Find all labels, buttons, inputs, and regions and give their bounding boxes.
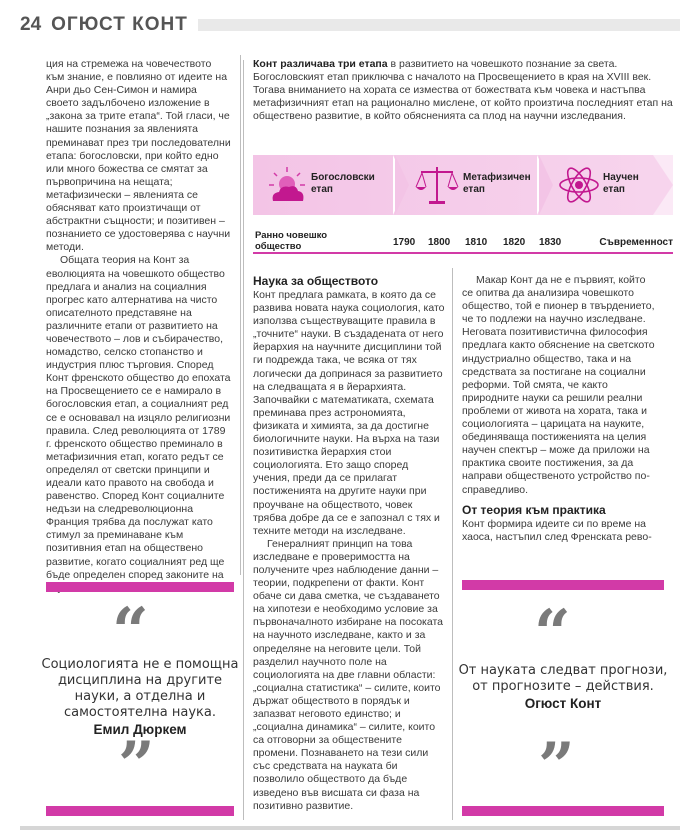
column-divider-right — [452, 268, 453, 820]
cloud-sun-icon — [265, 163, 309, 207]
intro-body: в развитието на човешкото познание за света. Богословският етап приключва с началото на Просвещението в края на XVIII век. Тогава вниманието на хората се измества от божествата към човека и настъпва метафизичният етап на рационално мислене, от който произтича последният етап на обществено развитие, в който обясненията са плод на научни изследвания. — [253, 58, 673, 122]
left-column — [46, 58, 232, 595]
stages-timeline — [253, 155, 673, 215]
right-paragraph: Макар Конт да не е първият, който се опитва да анализира човешкото общество, той е пионер в твърдението, че то подлежи на научно изследване. Неговата позитивистична философия предлага както обяснение на светското индустриално общество, така и на средствата за постигане на социални реформи. Той смята, че както природните науки са решили реални проблеми от живота на хората, така и социологията – царицата на науките, обединяваща постиженията на целия научен спектър – може да приложи на практика своите постижения, за да направи общественото устройство по-справедливо. — [462, 274, 655, 496]
quote-text: От науката следват прогнози, от прогнозите – действия. — [458, 663, 668, 694]
right-paragraph: Конт формира идеите си по време на хаоса, настъпил след Френската рево- — [462, 517, 652, 543]
timeline-year: 1800 — [428, 237, 451, 248]
left-paragraph: ция на стремежа на човечеството към знание, е повлияно от идеите на Анри дьо Сен-Симон и намира своето задълбочено изложение в „закона за трите етапа“. Той гласи, че нашите познания за явленията преминават през три последователни етапа: богословски, при който едно или много божества се смятат за първопричина на нещата; метафизически – явленията се обясняват като произтичащи от абстрактни същности; и позитивен – познанието се удостоверява с научни методи. — [46, 58, 231, 254]
quote-bar — [46, 582, 234, 592]
timeline-year: 1820 — [503, 237, 526, 248]
middle-column — [253, 274, 445, 813]
open-quote-icon: “ — [534, 596, 571, 671]
timeline-year: 1830 — [539, 237, 562, 248]
timeline-years — [253, 228, 673, 258]
page-header — [20, 8, 680, 42]
intro-lead: Конт различава три етапа — [253, 58, 388, 70]
section-heading: От теория към практика — [462, 502, 606, 517]
scales-icon — [413, 161, 461, 209]
intro-text — [253, 58, 673, 123]
timeline-axis-label: Ранно човешко общество — [255, 230, 328, 252]
page-number: 24 — [20, 14, 42, 35]
timeline-year: 1810 — [465, 237, 488, 248]
atom-icon — [557, 163, 601, 207]
right-column — [462, 274, 658, 544]
quote-author: Огюст Конт — [524, 696, 602, 711]
column-divider-center — [243, 60, 244, 820]
stage-label-metaphysical: Метафизичен етап — [463, 172, 531, 195]
section-heading: Наука за обществото — [253, 274, 379, 288]
timeline-end-label: Съвременност — [599, 237, 673, 248]
quote-durkheim — [40, 657, 240, 738]
header-rule — [198, 19, 680, 31]
timeline-arrow — [653, 155, 673, 215]
middle-paragraph: Генералният принцип на това изследване е проверимостта на получените чрез наблюдение данни – теории, подкрепени от факти. Конт обаче си дава сметка, че създаването на хипотези е необходимо условие за първоначалното избиране на посоката на научното изследване, както и за определяне на неговите цели. Той разделил научното поле на социологията на две главни области: „социална статистика“ – силите, които държат обществото в порядък и запазват неговото единство; и „социална динамика“ – силите, които са отговорни за обществените промени. Познаването на тези сили със средствата на науката би позволило обществото да бъде изведено във висшата си фаза на позитивно развитие. — [253, 537, 444, 812]
quote-bar — [46, 806, 234, 816]
quote-bar — [462, 806, 664, 816]
timeline-year: 1790 — [393, 237, 416, 248]
timeline-chevron — [395, 155, 409, 215]
timeline-chevron — [539, 155, 553, 215]
close-quote-icon: ” — [538, 729, 575, 804]
quote-comte — [458, 663, 668, 712]
chapter-title: ОГЮСТ КОНТ — [51, 14, 188, 35]
open-quote-icon: “ — [112, 594, 149, 669]
stage-label-theological: Богословски етап — [311, 172, 375, 195]
left-paragraph: Общата теория на Конт за еволюцията на човешкото общество предлага и анализ на социалния прогрес като алтернатива на чисто описателното представяне на различните етапи от развитието на човечеството – лов и събирачество, номадство, селско стопанство и индустрия плюс търговия. Според Конт френското общество до епохата на Просвещението се е намирало в богословския етап, а социалният ред се е основавал на изцяло религиозни правила. След революцията от 1789 г. френското общество преминало в метафизичния етап, когато редът се определял от светски принципи и идеали като правото на свобода и равенство. Според Конт социалните недъзи на следреволюционна Франция трябва да послужат като стимул за преминаване към позитивния етап на обществено развитие, когато социалният ред ще бъде определен според законите на — [46, 254, 231, 581]
stage-label-scientific: Научен етап — [603, 172, 639, 195]
quote-author: Емил Дюркем — [93, 722, 187, 737]
quote-text: Социологията не е помощна дисциплина на другите науки, а отделна и самостоятелна наука. — [41, 657, 239, 720]
footer-rule — [20, 826, 680, 830]
close-quote-icon: ” — [118, 728, 155, 803]
column-divider-left — [240, 55, 241, 575]
quote-bar — [462, 580, 664, 590]
middle-paragraph: Конт предлага рамката, в която да се развива новата наука социология, като използва съществуващите правила в „точните“ науки. В създадената от него йерархия на научните дисциплини той ги подрежда така, че всяка от тях логически да допринася за развитието на следващата я в йерархията. Започвайки с математиката, схемата преминава през астрономията, физиката и химията, за да достигне биологичните науки. На върха на тази позитивистка йерархия стои социологията. Ето защо според учения, преди да се прилагат постиженията на другите науки при проучване на обществото, човек трябва добре да се е запознал с тях и техните методи на изследване. — [253, 289, 445, 537]
timeline-axis-line — [253, 252, 673, 254]
